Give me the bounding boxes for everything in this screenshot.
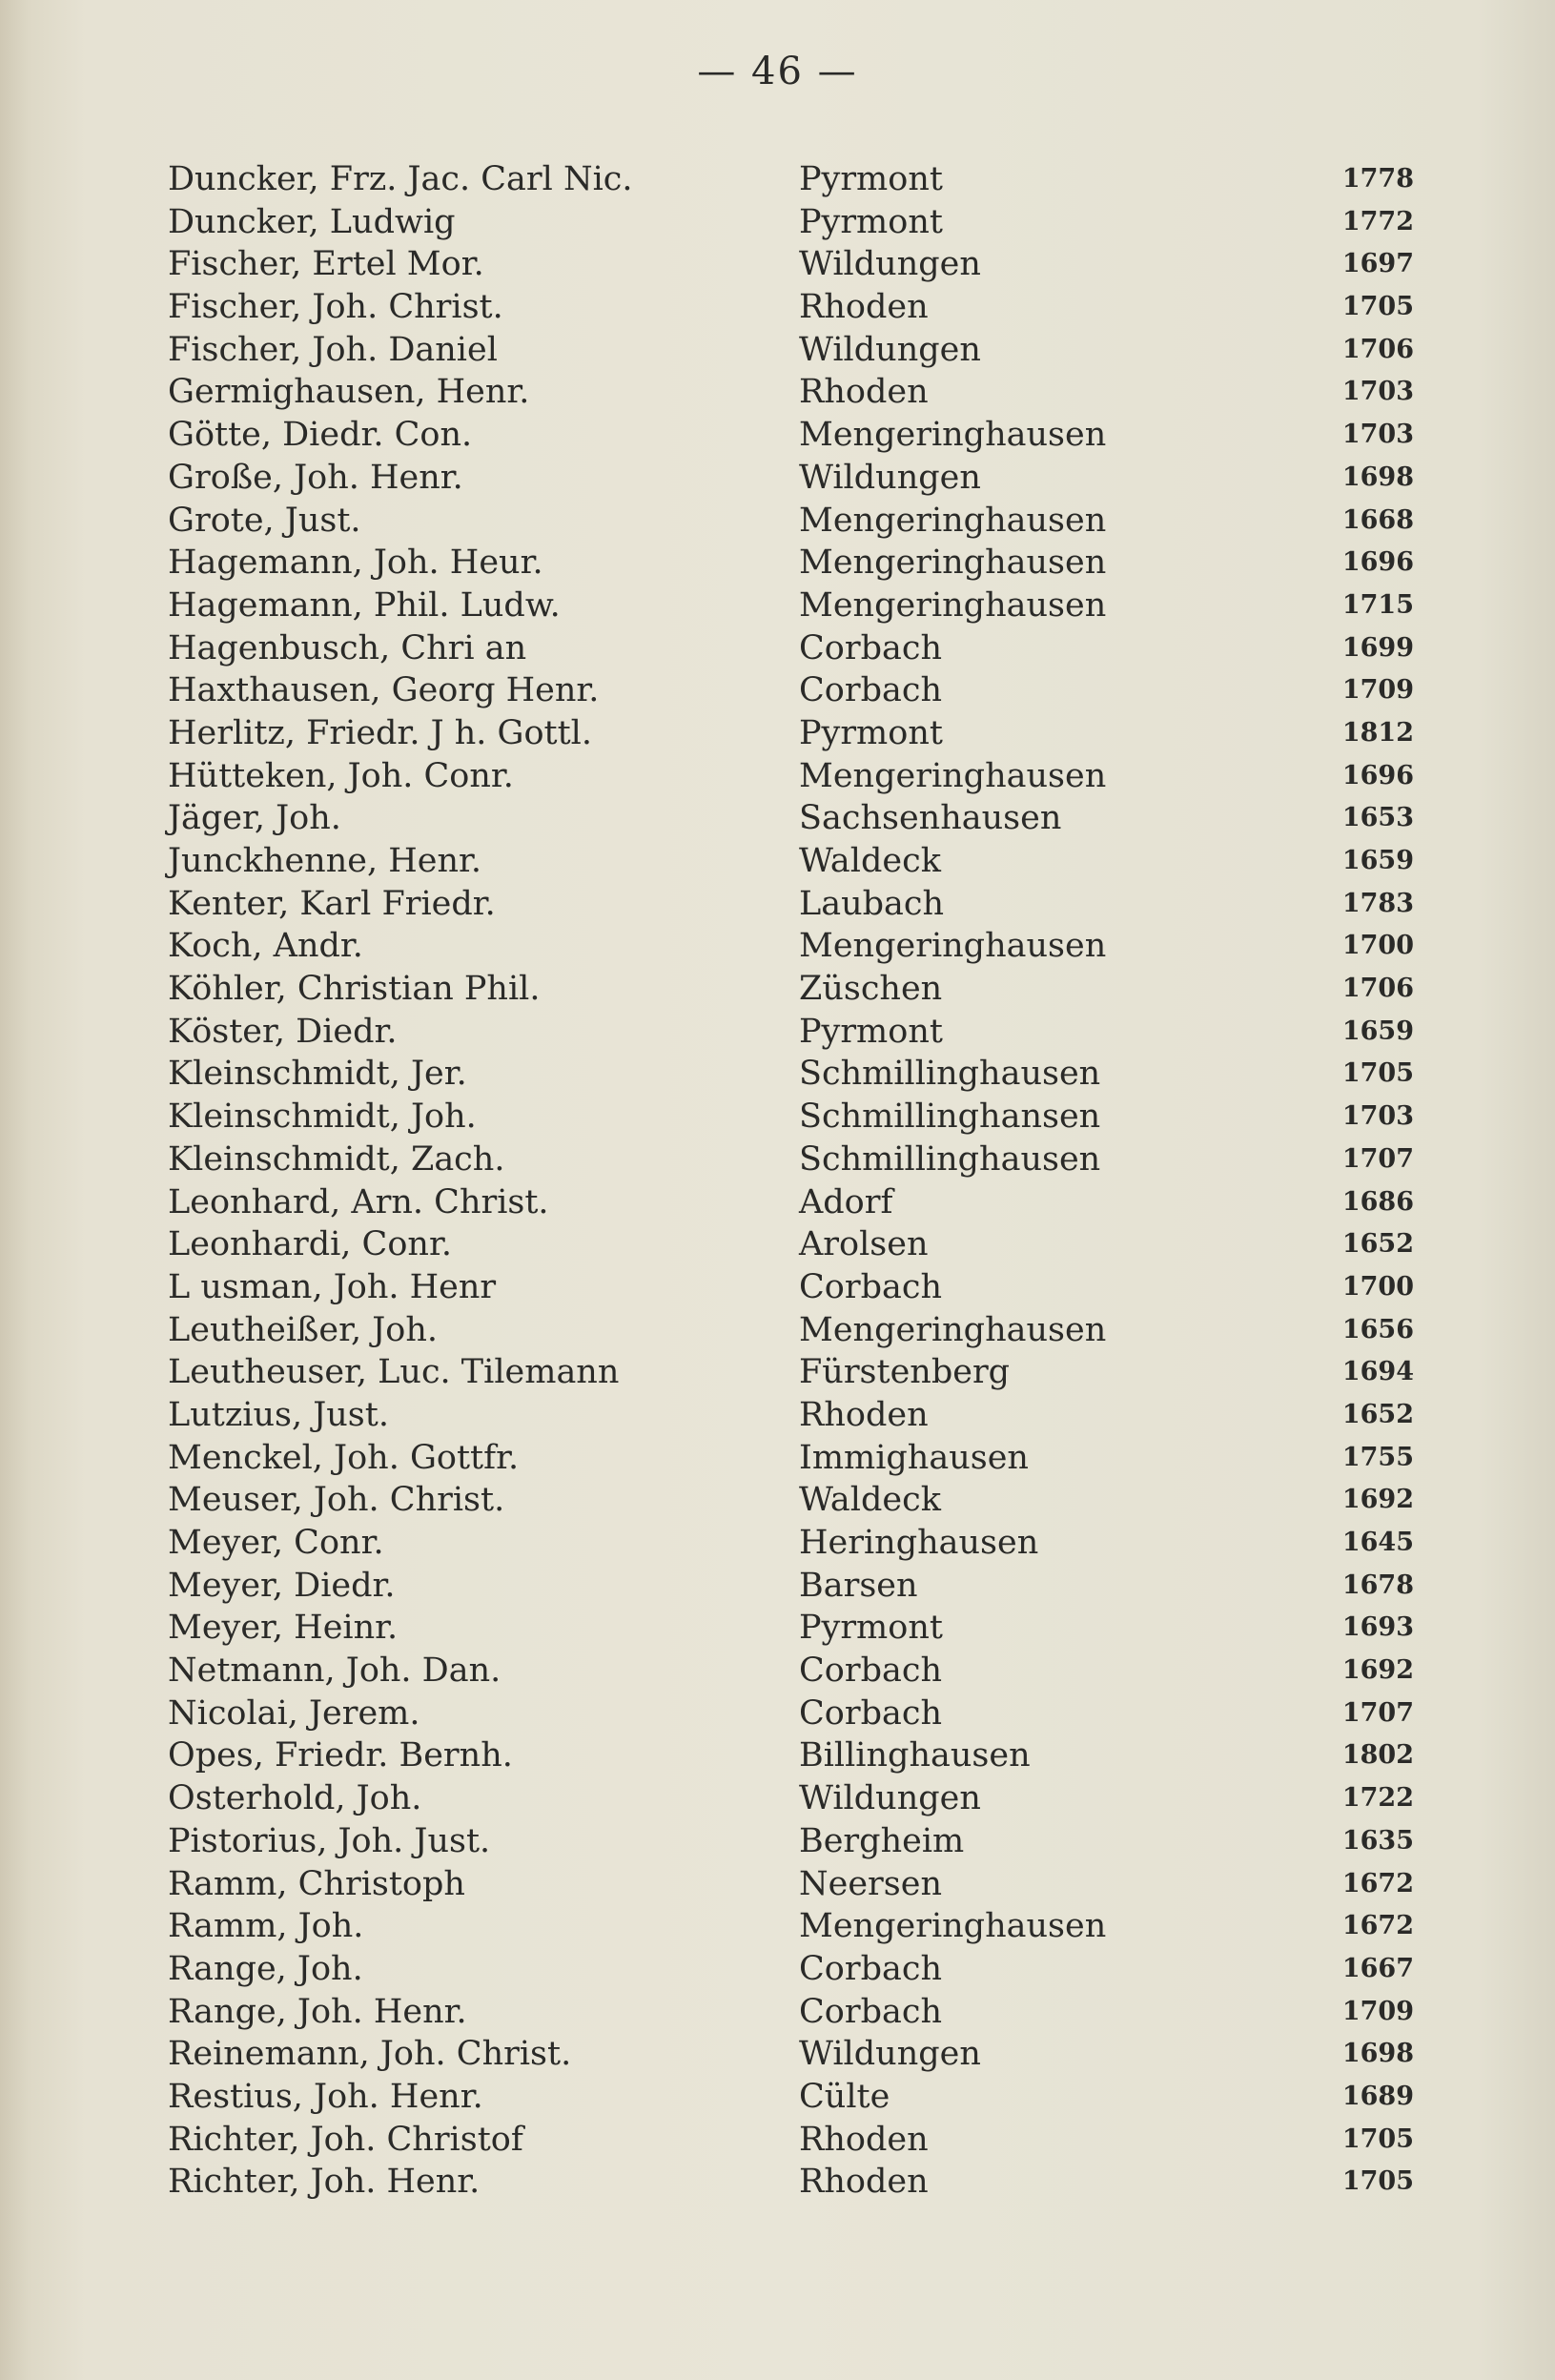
entry-year: 1802	[1341, 1740, 1414, 1771]
entry-name: Leutheuser, Luc. Tilemann	[168, 1353, 620, 1392]
entry-year: 1672	[1341, 1868, 1414, 1898]
entry-place: Corbach	[799, 1267, 942, 1306]
entry-name: Duncker, Ludwig	[168, 202, 456, 241]
entry-year: 1689	[1341, 2081, 1414, 2111]
entry-name: Große, Joh. Henr.	[168, 458, 463, 497]
list-item	[0, 542, 1555, 585]
entry-name: Osterhold, Joh.	[168, 1779, 422, 1818]
entry-year: 1703	[1341, 420, 1414, 450]
entry-place: Mengeringhausen	[799, 1907, 1107, 1946]
entry-name: Kleinschmidt, Jer.	[168, 1055, 467, 1094]
entry-year: 1653	[1341, 803, 1414, 833]
list-item	[0, 414, 1555, 457]
entry-name: Köster, Diedr.	[168, 1012, 398, 1051]
list-item	[0, 1948, 1555, 1991]
list-item	[0, 1820, 1555, 1863]
entry-name: Kenter, Karl Friedr.	[168, 884, 496, 923]
entry-name: Koch, Andr.	[168, 927, 363, 966]
entry-place: Pyrmont	[799, 1012, 943, 1051]
entry-year: 1705	[1341, 2124, 1414, 2154]
list-item	[0, 1905, 1555, 1948]
entry-place: Schmillinghansen	[799, 1098, 1101, 1137]
entry-year: 1645	[1341, 1528, 1414, 1557]
list-item	[0, 1053, 1555, 1096]
entry-year: 1706	[1341, 334, 1414, 364]
entry-place: Pyrmont	[799, 160, 943, 198]
entry-name: Junckhenne, Henr.	[168, 842, 482, 880]
entry-year: 1652	[1341, 1399, 1414, 1429]
entry-year: 1778	[1341, 164, 1414, 194]
entry-place: Waldeck	[799, 1481, 941, 1520]
list-item	[0, 2076, 1555, 2119]
entry-name: Opes, Friedr. Bernh.	[168, 1736, 513, 1775]
list-item	[0, 669, 1555, 712]
entry-name: Lutzius, Just.	[168, 1395, 389, 1434]
list-item	[0, 1139, 1555, 1181]
entry-place: Schmillinghausen	[799, 1055, 1101, 1094]
entry-year: 1693	[1341, 1612, 1414, 1643]
list-item	[0, 457, 1555, 500]
entry-name: Menckel, Joh. Gottfr.	[168, 1438, 520, 1477]
entry-year: 1692	[1341, 1655, 1414, 1686]
entry-name: Range, Joh.	[168, 1949, 363, 1988]
entry-year: 1698	[1341, 2039, 1414, 2069]
entry-name: Hagemann, Phil. Ludw.	[168, 585, 561, 625]
entry-year: 1659	[1341, 1016, 1414, 1046]
entry-year: 1635	[1341, 1825, 1414, 1856]
entry-name: Richter, Joh. Christof	[168, 2120, 523, 2159]
entry-name: Meyer, Heinr.	[168, 1609, 399, 1648]
list-item	[0, 2119, 1555, 2162]
list-item	[0, 1863, 1555, 1906]
list-item	[0, 797, 1555, 840]
list-item	[0, 201, 1555, 244]
entry-name: Fischer, Joh. Christ.	[168, 288, 503, 327]
list-item	[0, 1011, 1555, 1054]
entry-place: Barsen	[799, 1566, 918, 1605]
list-item	[0, 1394, 1555, 1437]
entry-place: Mengeringhausen	[799, 927, 1107, 966]
list-item	[0, 2161, 1555, 2204]
entry-year: 1699	[1341, 632, 1414, 663]
entry-year: 1694	[1341, 1357, 1414, 1387]
entry-year: 1812	[1341, 717, 1414, 748]
list-item	[0, 286, 1555, 329]
list-item	[0, 1096, 1555, 1139]
list-item	[0, 1522, 1555, 1565]
entry-year: 1705	[1341, 1058, 1414, 1089]
entry-place: Schmillinghausen	[799, 1139, 1101, 1179]
entry-year: 1783	[1341, 888, 1414, 918]
entry-year: 1656	[1341, 1314, 1414, 1344]
list-item	[0, 1223, 1555, 1266]
entry-place: Pyrmont	[799, 713, 943, 752]
entry-place: Billinghausen	[799, 1736, 1031, 1775]
entry-name: Hagenbusch, Chri an	[168, 628, 527, 667]
entry-year: 1705	[1341, 292, 1414, 322]
entry-year: 1705	[1341, 2166, 1414, 2197]
list-item	[0, 1734, 1555, 1777]
list-item	[0, 968, 1555, 1011]
entry-place: Rhoden	[799, 288, 929, 327]
entry-year: 1703	[1341, 377, 1414, 407]
entry-name: Leutheißer, Joh.	[168, 1310, 439, 1349]
entry-year: 1707	[1341, 1697, 1414, 1728]
list-item	[0, 925, 1555, 968]
entry-name: Duncker, Frz. Jac. Carl Nic.	[168, 160, 633, 198]
entry-year: 1709	[1341, 675, 1414, 706]
list-item	[0, 840, 1555, 883]
list-item	[0, 371, 1555, 414]
entry-name: Germighausen, Henr.	[168, 373, 530, 412]
entry-name: Reinemann, Joh. Christ.	[168, 2035, 572, 2074]
entry-year: 1698	[1341, 462, 1414, 492]
list-item	[0, 1479, 1555, 1522]
list-item	[0, 1693, 1555, 1735]
entry-year: 1672	[1341, 1911, 1414, 1941]
entry-name: Haxthausen, Georg Henr.	[168, 671, 600, 710]
entry-name: Ramm, Joh.	[168, 1907, 364, 1946]
entry-place: Heringhausen	[799, 1524, 1039, 1562]
entry-name: Meyer, Conr.	[168, 1524, 384, 1562]
entry-year: 1700	[1341, 1271, 1414, 1302]
entry-year: 1686	[1341, 1186, 1414, 1217]
entry-name: Köhler, Christian Phil.	[168, 970, 541, 1009]
entry-name: Hütteken, Joh. Conr.	[168, 756, 514, 795]
list-item	[0, 1777, 1555, 1820]
entry-place: Waldeck	[799, 842, 941, 880]
entry-year: 1703	[1341, 1101, 1414, 1132]
entry-year: 1696	[1341, 760, 1414, 790]
entry-name: Range, Joh. Henr.	[168, 1992, 467, 2031]
entry-place: Corbach	[799, 1949, 942, 1988]
entry-place: Wildungen	[799, 458, 981, 497]
entry-year: 1692	[1341, 1485, 1414, 1515]
list-item	[0, 158, 1555, 201]
list-item	[0, 712, 1555, 755]
list-item	[0, 500, 1555, 543]
entry-name: Hagemann, Joh. Heur.	[168, 544, 543, 583]
list-item	[0, 243, 1555, 286]
entry-year: 1772	[1341, 206, 1414, 236]
entry-year: 1707	[1341, 1143, 1414, 1174]
entry-place: Pyrmont	[799, 202, 943, 241]
entry-place: Pyrmont	[799, 1609, 943, 1648]
entry-place: Arolsen	[799, 1225, 929, 1264]
entry-place: Corbach	[799, 1693, 942, 1733]
entry-name: Ramm, Christoph	[168, 1864, 465, 1903]
entry-year: 1697	[1341, 249, 1414, 279]
list-item	[0, 1351, 1555, 1394]
entry-place: Rhoden	[799, 2163, 929, 2202]
entry-name: Fischer, Joh. Daniel	[168, 330, 498, 369]
entry-place: Rhoden	[799, 373, 929, 412]
list-item	[0, 585, 1555, 627]
entry-name: Meuser, Joh. Christ.	[168, 1481, 505, 1520]
list-item	[0, 883, 1555, 926]
entry-name: Grote, Just.	[168, 501, 361, 540]
entry-year: 1667	[1341, 1953, 1414, 1983]
list-item	[0, 1266, 1555, 1309]
entry-name: Meyer, Diedr.	[168, 1566, 396, 1605]
entry-place: Mengeringhausen	[799, 544, 1107, 583]
entry-place: Mengeringhausen	[799, 1310, 1107, 1349]
entry-place: Wildungen	[799, 1779, 981, 1818]
entry-place: Corbach	[799, 671, 942, 710]
page-number: — 46 —	[697, 50, 858, 93]
entry-name: Götte, Diedr. Con.	[168, 416, 473, 455]
list-item	[0, 1181, 1555, 1224]
list-item	[0, 755, 1555, 798]
entry-place: Adorf	[799, 1182, 893, 1221]
entry-year: 1668	[1341, 504, 1414, 535]
list-item	[0, 1437, 1555, 1480]
list-item	[0, 1309, 1555, 1352]
entry-year: 1715	[1341, 589, 1414, 620]
entry-place: Bergheim	[799, 1821, 965, 1860]
entry-place: Rhoden	[799, 2120, 929, 2159]
entry-place: Mengeringhausen	[799, 756, 1107, 795]
entry-place: Neersen	[799, 1864, 942, 1903]
entry-name: Herlitz, Friedr. J h. Gottl.	[168, 713, 593, 752]
entry-place: Mengeringhausen	[799, 416, 1107, 455]
entry-name: Kleinschmidt, Joh.	[168, 1098, 477, 1137]
list-item	[0, 2033, 1555, 2076]
entry-place: Immighausen	[799, 1438, 1029, 1477]
entry-year: 1659	[1341, 846, 1414, 875]
entry-place: Wildungen	[799, 245, 981, 284]
entry-name: Leonhard, Arn. Christ.	[168, 1182, 549, 1221]
entry-year: 1678	[1341, 1570, 1414, 1600]
entry-name: Leonhardi, Conr.	[168, 1225, 452, 1264]
entry-year: 1706	[1341, 974, 1414, 1004]
entry-year: 1652	[1341, 1229, 1414, 1260]
list-item	[0, 627, 1555, 670]
list-item	[0, 1650, 1555, 1693]
entry-year: 1709	[1341, 1996, 1414, 2026]
entry-year: 1696	[1341, 547, 1414, 578]
list-item	[0, 329, 1555, 372]
entry-name: Netmann, Joh. Dan.	[168, 1652, 501, 1691]
list-item	[0, 1991, 1555, 2034]
entry-place: Corbach	[799, 1992, 942, 2031]
entry-name: Kleinschmidt, Zach.	[168, 1139, 505, 1179]
entry-place: Sachsenhausen	[799, 799, 1062, 838]
entry-place: Züschen	[799, 970, 943, 1009]
entry-year: 1722	[1341, 1783, 1414, 1814]
entry-year: 1755	[1341, 1442, 1414, 1472]
entry-place: Rhoden	[799, 1395, 929, 1434]
entry-year: 1700	[1341, 931, 1414, 961]
entry-place: Wildungen	[799, 2035, 981, 2074]
entry-place: Laubach	[799, 884, 945, 923]
entry-place: Mengeringhausen	[799, 585, 1107, 625]
entry-name: Fischer, Ertel Mor.	[168, 245, 484, 284]
entry-name: Richter, Joh. Henr.	[168, 2163, 481, 2202]
entry-name: Nicolai, Jerem.	[168, 1693, 420, 1733]
entry-name: Jäger, Joh.	[168, 799, 341, 838]
entry-place: Corbach	[799, 1652, 942, 1691]
entry-place: Mengeringhausen	[799, 501, 1107, 540]
list-item	[0, 1607, 1555, 1650]
entry-place: Fürstenberg	[799, 1353, 1011, 1392]
entry-place: Wildungen	[799, 330, 981, 369]
entry-name: Restius, Joh. Henr.	[168, 2077, 483, 2116]
list-item	[0, 1565, 1555, 1608]
entry-name: Pistorius, Joh. Just.	[168, 1821, 491, 1860]
entry-place: Cülte	[799, 2077, 890, 2116]
entry-name: L usman, Joh. Henr	[168, 1267, 497, 1306]
entry-place: Corbach	[799, 628, 942, 667]
entry-list	[0, 158, 1555, 2204]
